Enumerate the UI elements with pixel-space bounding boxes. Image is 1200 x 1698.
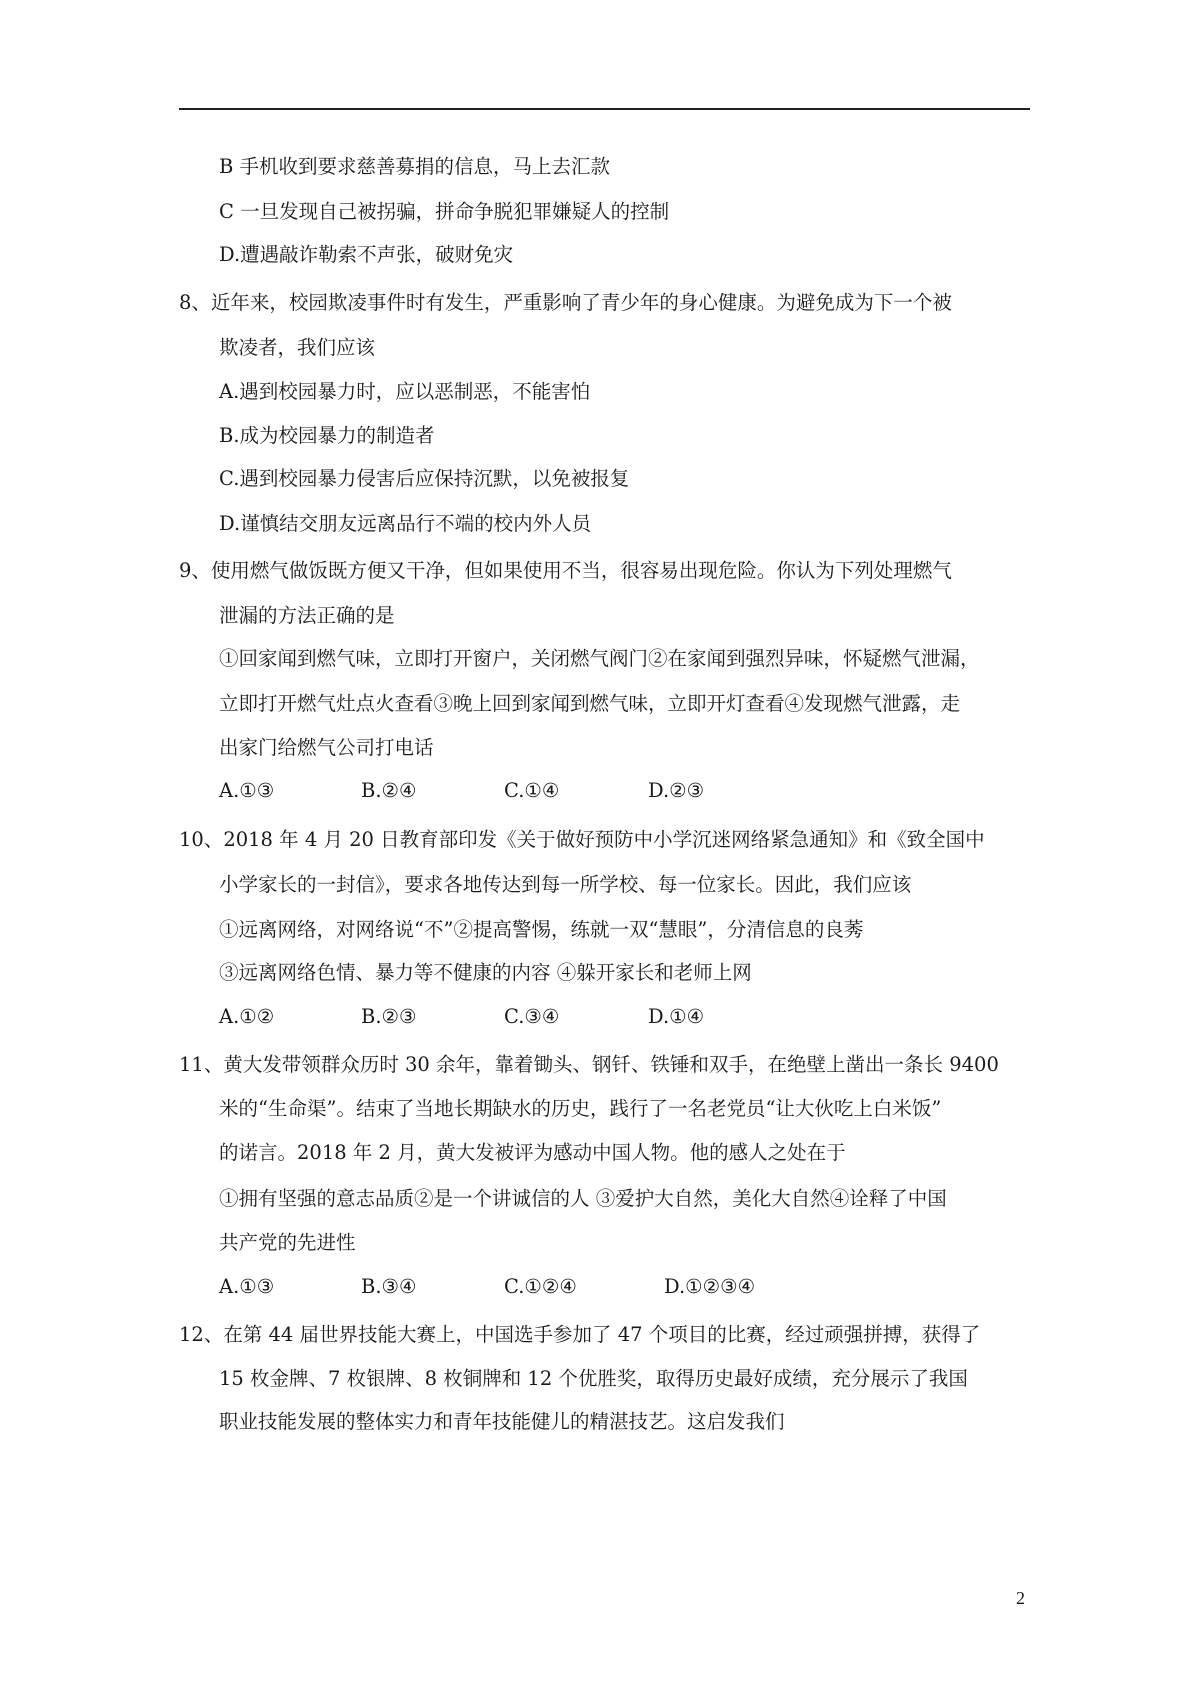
text-line: 小学家长的一封信》，要求各地传达到每一所学校、每一位家长。因此，我们应该 — [219, 873, 912, 896]
text-line: 共产党的先进性 — [219, 1231, 356, 1254]
question-line: 10、2018 年 4 月 20 日教育部印发《关于做好预防中小学沉迷网络紧急通知》和《致全国中 — [179, 828, 985, 851]
text-line: 职业技能发展的整体实力和青年技能健儿的精湛技艺。这启发我们 — [219, 1410, 785, 1433]
text-line: B 手机收到要求慈善募捐的信息，马上去汇款 — [219, 155, 611, 178]
option-d: D.①④ — [648, 1005, 705, 1028]
text-line: ①回家闻到燃气味，立即打开窗户，关闭燃气阀门②在家闻到强烈异味，怀疑燃气泄漏， — [219, 647, 980, 670]
text-line: ③远离网络色情、暴力等不健康的内容 ④躲开家长和老师上网 — [219, 961, 752, 984]
question-line: 8、近年来，校园欺凌事件时有发生，严重影响了青少年的身心健康。为避免成为下一个被 — [179, 291, 952, 314]
text-line: C 一旦发现自己被拐骗，拼命争脱犯罪嫌疑人的控制 — [219, 200, 670, 223]
text-line: B.成为校园暴力的制造者 — [219, 424, 435, 447]
option-a: A.①③ — [219, 1275, 275, 1298]
text-line: 米的“生命渠”。结束了当地长期缺水的历史，践行了一名老党员“让大伙吃上白米饭” — [219, 1097, 942, 1120]
text-line: C.遇到校园暴力侵害后应保持沉默，以免被报复 — [219, 467, 630, 490]
text-line: 欺凌者，我们应该 — [219, 336, 376, 359]
text-line: 泄漏的方法正确的是 — [219, 604, 395, 627]
option-c: C.①②④ — [504, 1275, 577, 1298]
option-b: B.③④ — [361, 1275, 417, 1298]
text-line: D.谨慎结交朋友远离品行不端的校内外人员 — [219, 512, 592, 535]
text-line: 出家门给燃气公司打电话 — [219, 736, 434, 759]
option-b: B.②④ — [361, 779, 417, 802]
text-line: ①拥有坚强的意志品质②是一个讲诚信的人 ③爱护大自然，美化大自然④诠释了中国 — [219, 1187, 947, 1210]
option-c: C.①④ — [504, 779, 560, 802]
option-a: A.①③ — [219, 779, 275, 802]
question-line: 9、使用燃气做饭既方便又干净，但如果使用不当，很容易出现危险。你认为下列处理燃气 — [179, 559, 952, 582]
option-c: C.③④ — [504, 1005, 560, 1028]
option-a: A.①② — [219, 1005, 275, 1028]
text-line: A.遇到校园暴力时，应以恶制恶，不能害怕 — [219, 380, 591, 403]
question-line: 11、黄大发带领群众历时 30 余年，靠着锄头、钢钎、铁锤和双手，在绝壁上凿出一条长 9400 — [179, 1053, 999, 1076]
page-number: 2 — [1016, 1588, 1025, 1608]
option-b: B.②③ — [361, 1005, 417, 1028]
question-line: 12、在第 44 届世界技能大赛上，中国选手参加了 47 个项目的比赛，经过顽强拼搏，获得了 — [179, 1323, 981, 1346]
option-d: D.②③ — [648, 779, 705, 802]
text-line: D.遭遇敲诈勒索不声张，破财免灾 — [219, 243, 514, 266]
header-rule — [179, 108, 1030, 110]
option-d: D.①②③④ — [664, 1275, 756, 1298]
text-line: 立即打开燃气灶点火查看③晚上回到家闻到燃气味，立即开灯查看④发现燃气泄露，走 — [219, 692, 961, 715]
text-line: 的诺言。2018 年 2 月，黄大发被评为感动中国人物。他的感人之处在于 — [219, 1141, 846, 1164]
text-line: 15 枚金牌、7 枚银牌、8 枚铜牌和 12 个优胜奖，取得历史最好成绩，充分展示了我国 — [219, 1367, 968, 1390]
text-line: ①远离网络，对网络说“不”②提高警惕，练就一双“慧眼”，分清信息的良莠 — [219, 918, 864, 941]
